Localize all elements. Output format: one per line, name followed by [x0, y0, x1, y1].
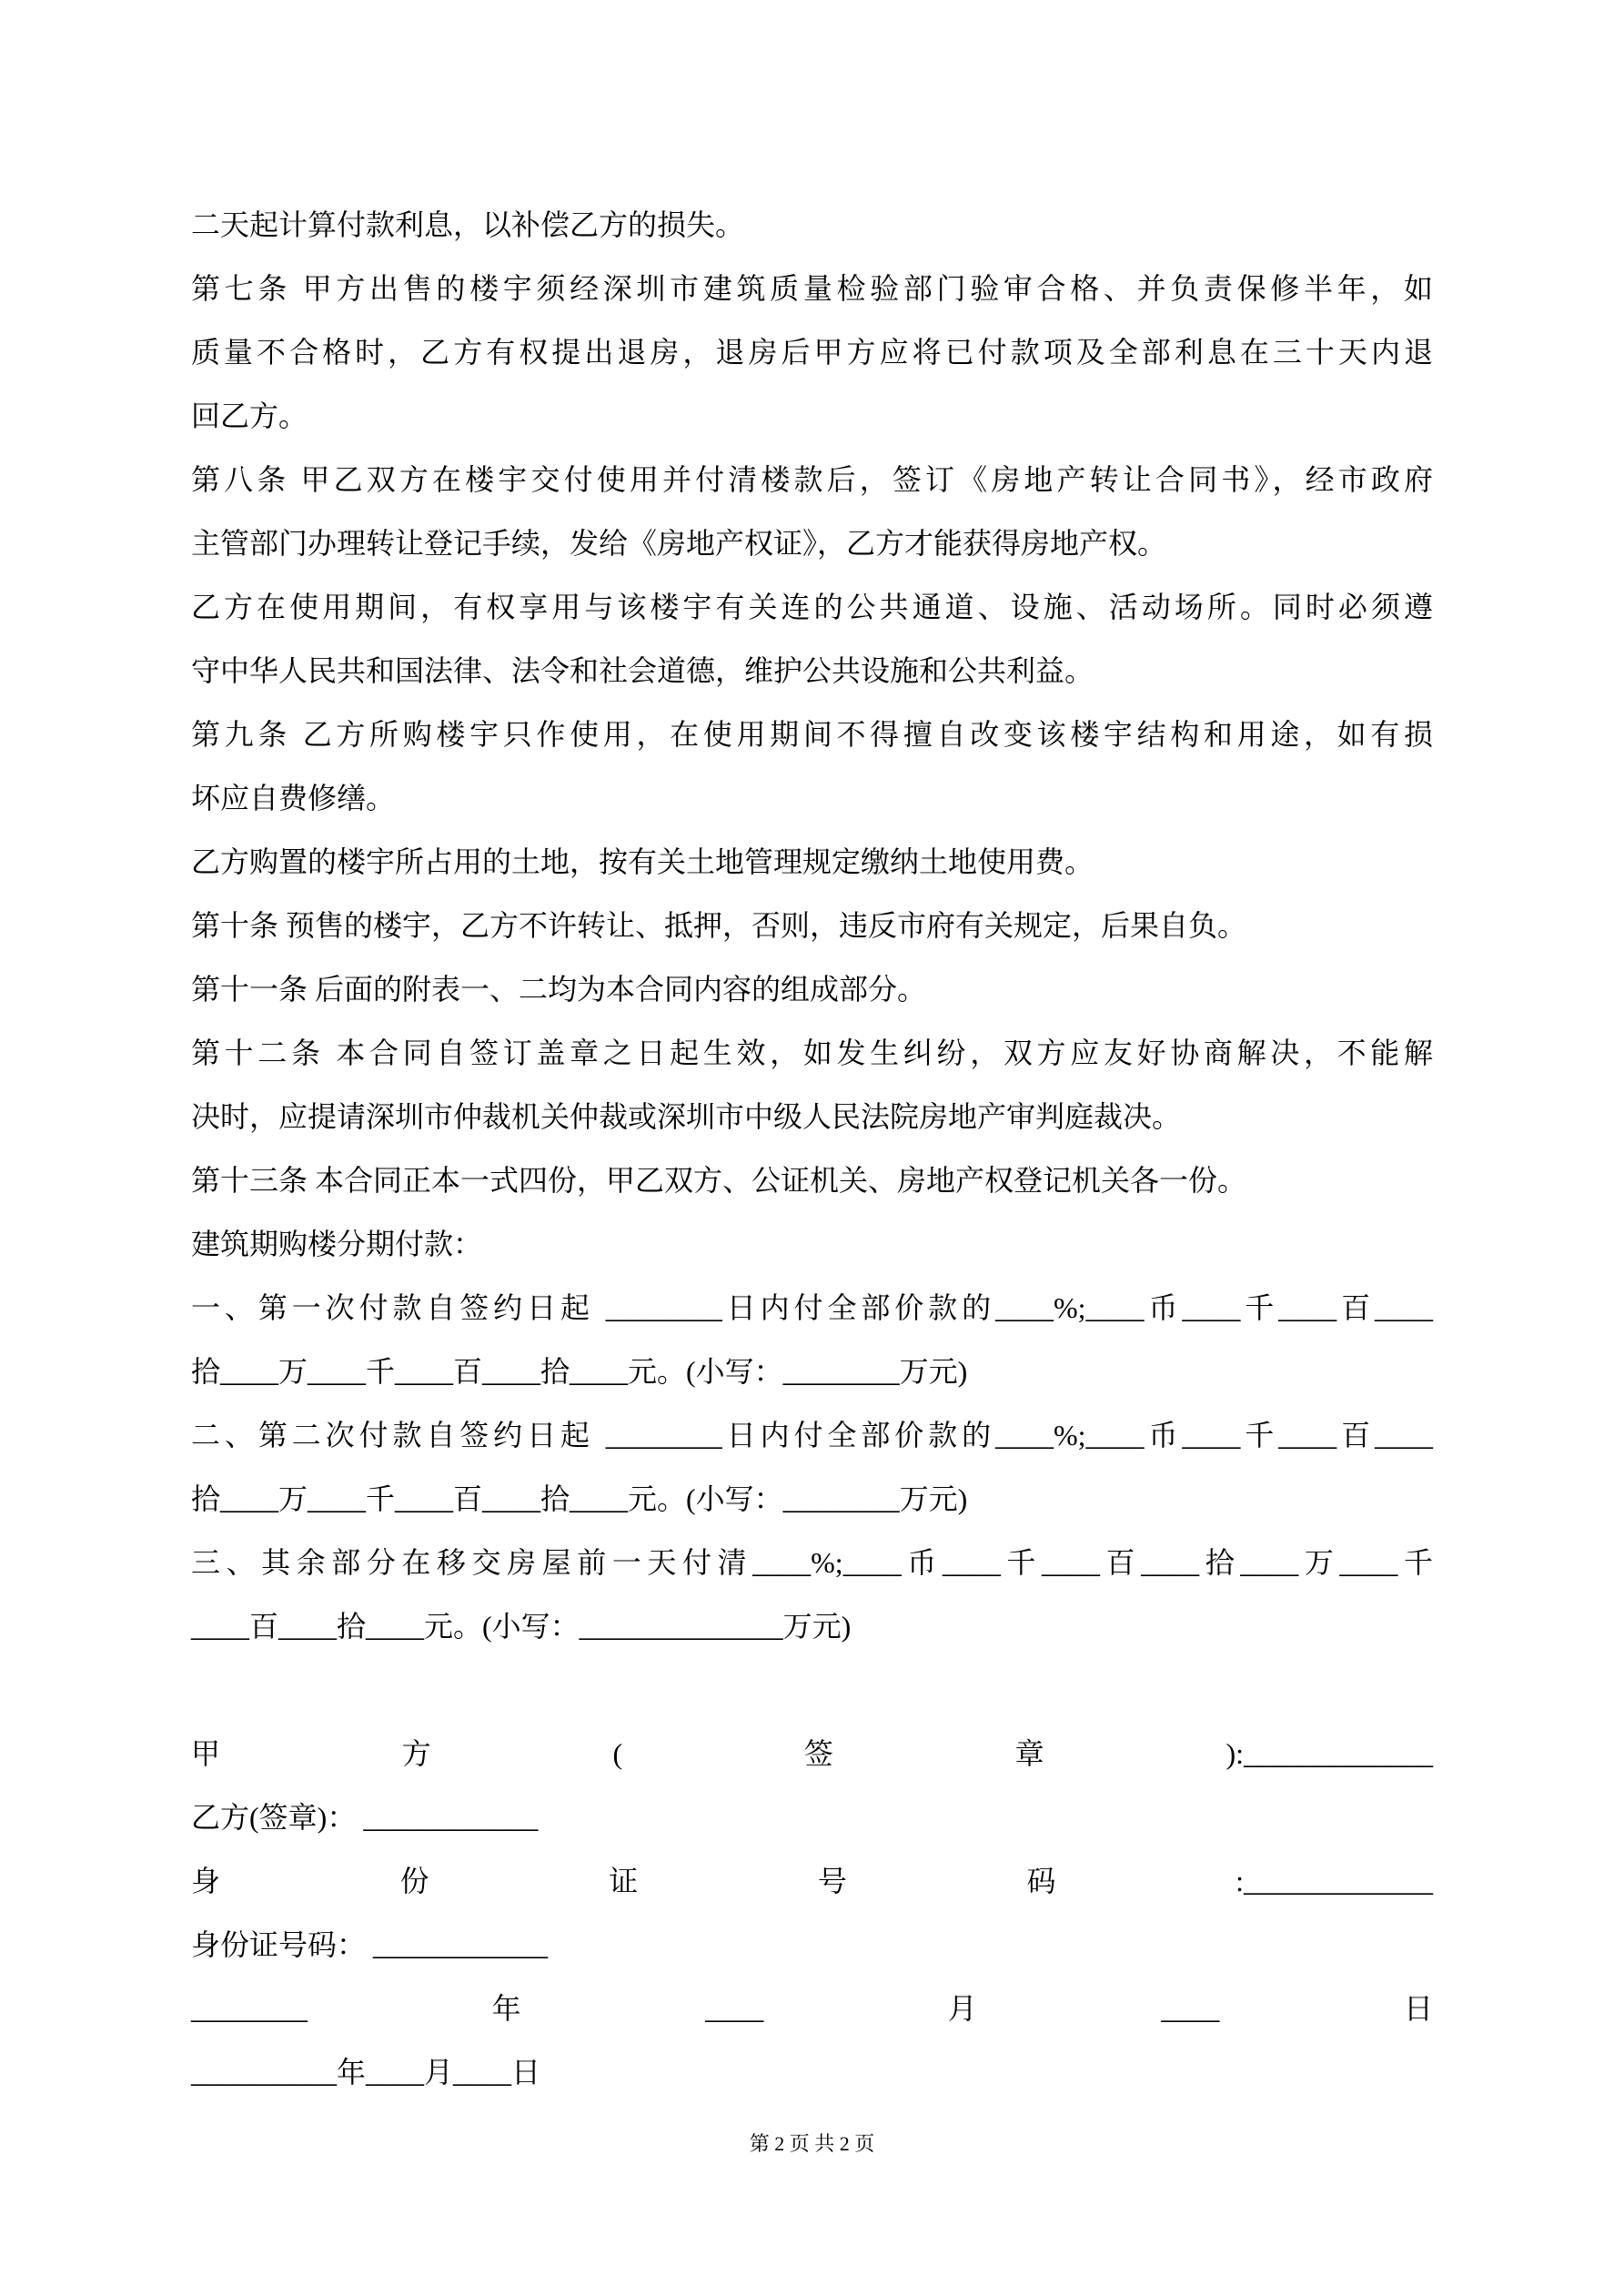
- text-line: 乙方购置的楼宇所占用的土地，按有关土地管理规定缴纳土地使用费。: [191, 845, 1094, 878]
- text-line: 乙方在使用期间，有权享用与该楼宇有关连的公共通道、设施、活动场所。同时必须遵: [191, 591, 1433, 623]
- text-line: 决时，应提请深圳市仲裁机关仲裁或深圳市中级人民法院房地产审判庭裁决。: [191, 1100, 1182, 1133]
- text-line: 拾____万____千____百____拾____元。(小写：________万元): [191, 1482, 968, 1515]
- text-line: 第十二条 本合同自签订盖章之日起生效，如发生纠纷，双方应友好协商解决，不能解: [191, 1037, 1433, 1069]
- text-line: __________年____月____日: [191, 2056, 541, 2089]
- text-line: 身份证号码:_____________: [191, 1865, 1433, 1897]
- text-line: 甲方(签章):_____________: [191, 1737, 1433, 1770]
- text-line: 建筑期购楼分期付款：: [191, 1228, 483, 1260]
- text-line: 三、其余部分在移交房屋前一天付清____%;____币____千____百____拾____万____千: [191, 1546, 1433, 1579]
- document-body: [191, 193, 1433, 2104]
- text-line: ____百____拾____元。(小写：______________万元): [191, 1610, 852, 1643]
- text-line: 身份证号码： ____________: [191, 1928, 549, 1961]
- text-line: 二天起计算付款利息，以补偿乙方的损失。: [191, 208, 745, 241]
- text-line: 第十一条 后面的附表一、二均为本合同内容的组成部分。: [191, 973, 927, 1006]
- text-line: 主管部门办理转让登记手续，发给《房地产权证》，乙方才能获得房地产权。: [191, 527, 1167, 560]
- text-line: 二、第二次付款自签约日起 ________日内付全部价款的____%;____币____千____百____: [191, 1419, 1433, 1451]
- text-line: 第九条 乙方所购楼宇只作使用，在使用期间不得擅自改变该楼宇结构和用途，如有损: [191, 718, 1433, 751]
- text-line: 第十三条 本合同正本一式四份，甲乙双方、公证机关、房地产权登记机关各一份。: [191, 1164, 1247, 1197]
- text-line: 质量不合格时，乙方有权提出退房，退房后甲方应将已付款项及全部利息在三十天内退: [191, 336, 1433, 369]
- text-line: [191, 1658, 1433, 1722]
- text-line: 第七条 甲方出售的楼宇须经深圳市建筑质量检验部门验审合格、并负责保修半年，如: [191, 272, 1433, 305]
- text-line: 守中华人民共和国法律、法令和社会道德，维护公共设施和公共利益。: [191, 654, 1094, 687]
- text-line: ________年____月____日: [191, 1992, 1433, 2025]
- text-line: 乙方(签章)： ____________: [191, 1801, 539, 1834]
- text-line: 第八条 甲乙双方在楼宇交付使用并付清楼款后，签订《房地产转让合同书》，经市政府: [191, 463, 1433, 496]
- text-line: 拾____万____千____百____拾____元。(小写：________万元): [191, 1355, 968, 1388]
- text-line: 坏应自费修缮。: [191, 782, 396, 814]
- text-line: 第十条 预售的楼宇，乙方不许转让、抵押，否则，违反市府有关规定，后果自负。: [191, 909, 1247, 942]
- text-line: 回乙方。: [191, 400, 308, 432]
- text-line: 一、第一次付款自签约日起 ________日内付全部价款的____%;____币____千____百____: [191, 1291, 1433, 1324]
- page-footer: 第 2 页 共 2 页: [749, 2132, 875, 2155]
